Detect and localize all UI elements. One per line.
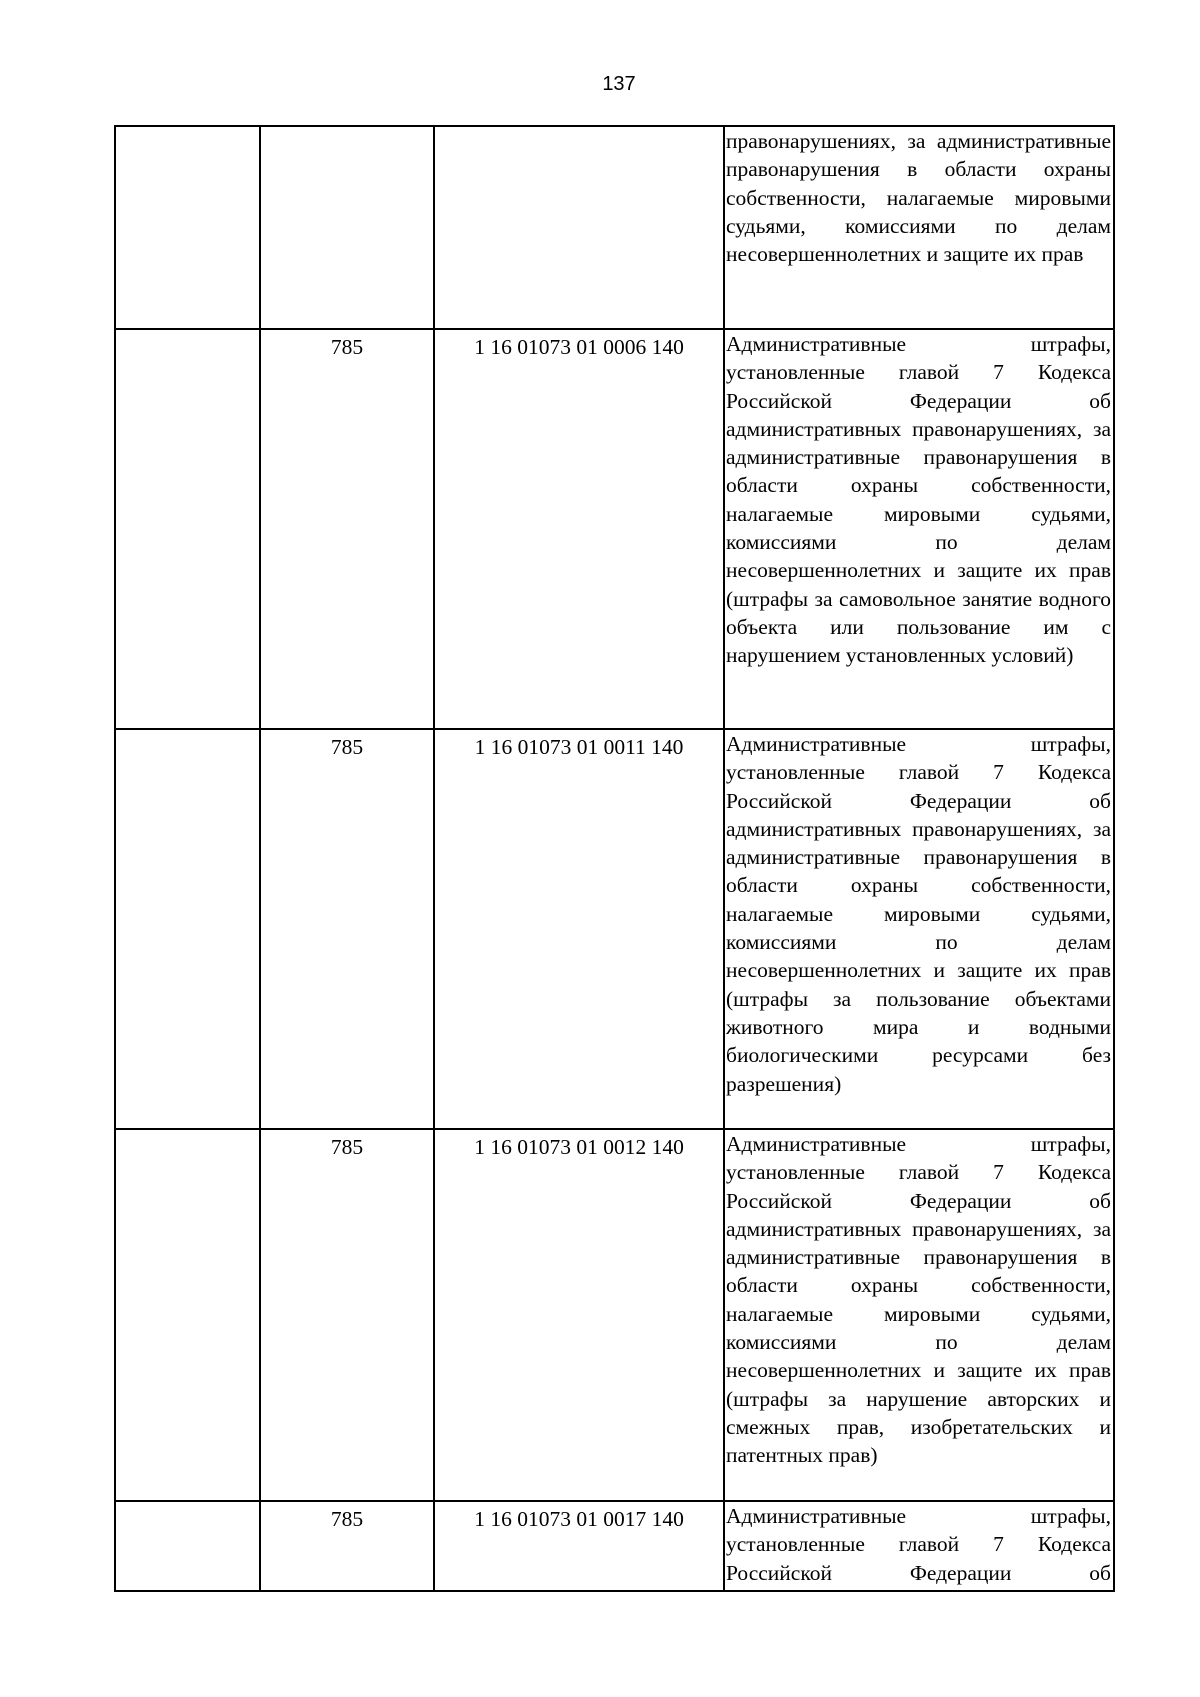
admin-code-cell: 785 bbox=[260, 729, 434, 1129]
income-code-cell: 1 16 01073 01 0017 140 bbox=[434, 1501, 724, 1591]
income-code-cell: 1 16 01073 01 0012 140 bbox=[434, 1129, 724, 1501]
page-number: 137 bbox=[602, 73, 636, 95]
income-code-cell: 1 16 01073 01 0006 140 bbox=[434, 329, 724, 729]
description-cell: Административные штрафы, установленные главой 7 Кодекса Российской Федерации об административных правонарушениях, за административные правонарушения в области охраны собственности, налагаемые мировыми судьями, комиссиями по делам несовершеннолетних и защите их прав (штрафы за самовольное занятие водного объекта или пользование им с нарушением установленных условий) bbox=[724, 329, 1114, 729]
table-row bbox=[115, 329, 1114, 729]
empty-cell bbox=[115, 1129, 260, 1501]
description-cell: Административные штрафы, установленные главой 7 Кодекса Российской Федерации об bbox=[724, 1501, 1114, 1591]
description-cell: правонарушениях, за административные правонарушения в области охраны собственности, налагаемые мировыми судьями, комиссиями по делам несовершеннолетних и защите их прав bbox=[724, 126, 1114, 329]
empty-cell bbox=[115, 1501, 260, 1591]
empty-cell bbox=[115, 329, 260, 729]
description-cell: Административные штрафы, установленные главой 7 Кодекса Российской Федерации об административных правонарушениях, за административные правонарушения в области охраны собственности, налагаемые мировыми судьями, комиссиями по делам несовершеннолетних и защите их прав (штрафы за нарушение авторских и смежных прав, изобретательских и патентных прав) bbox=[724, 1129, 1114, 1501]
admin-code-cell: 785 bbox=[260, 1129, 434, 1501]
table-row bbox=[115, 729, 1114, 1129]
admin-code-cell bbox=[260, 126, 434, 329]
admin-code-cell: 785 bbox=[260, 329, 434, 729]
income-code-cell: 1 16 01073 01 0011 140 bbox=[434, 729, 724, 1129]
description-cell: Административные штрафы, установленные главой 7 Кодекса Российской Федерации об административных правонарушениях, за административные правонарушения в области охраны собственности, налагаемые мировыми судьями, комиссиями по делам несовершеннолетних и защите их прав (штрафы за пользование объектами животного мира и водными биологическими ресурсами без разрешения) bbox=[724, 729, 1114, 1129]
empty-cell bbox=[115, 729, 260, 1129]
admin-code-cell: 785 bbox=[260, 1501, 434, 1591]
budget-income-table bbox=[114, 125, 1115, 1592]
income-code-cell bbox=[434, 126, 724, 329]
table-row bbox=[115, 1501, 1114, 1591]
table-row bbox=[115, 126, 1114, 329]
table-row bbox=[115, 1129, 1114, 1501]
empty-cell bbox=[115, 126, 260, 329]
